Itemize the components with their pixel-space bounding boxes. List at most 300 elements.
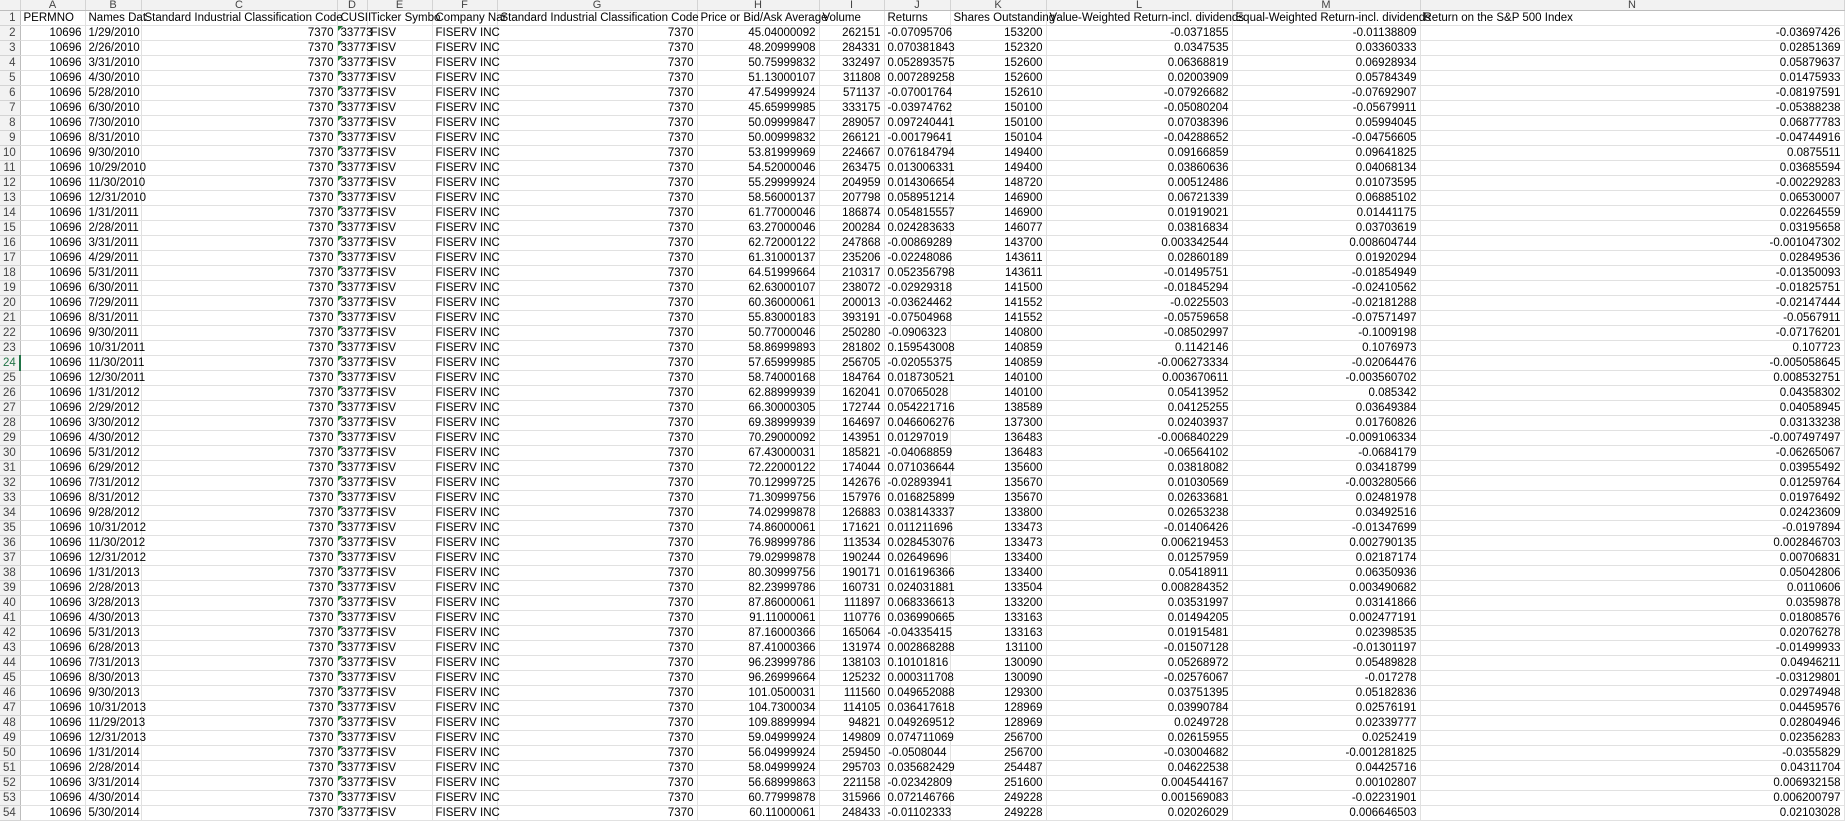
row-header[interactable]: 22 [0,326,20,341]
cell[interactable]: 256700 [950,731,1046,746]
row-header[interactable]: 19 [0,281,20,296]
cell[interactable]: 33773 [337,311,367,326]
cell[interactable]: 133400 [950,551,1046,566]
cell[interactable]: 1/31/2013 [85,566,141,581]
cell[interactable]: 1/31/2012 [85,386,141,401]
cell[interactable]: -0.01499933 [1420,641,1844,656]
cell[interactable]: FISV [367,566,432,581]
cell[interactable]: 133163 [950,626,1046,641]
cell[interactable]: 7370 [141,716,337,731]
cell[interactable]: 7370 [141,101,337,116]
cell[interactable]: 133400 [950,566,1046,581]
cell[interactable]: 0.02103028 [1420,806,1844,821]
cell[interactable]: 136483 [950,431,1046,446]
cell[interactable]: 185821 [819,446,884,461]
cell[interactable]: -0.08197591 [1420,86,1844,101]
cell[interactable]: FISV [367,26,432,41]
cell[interactable]: 7370 [141,761,337,776]
cell[interactable]: 33773 [337,521,367,536]
cell[interactable]: 0.02187174 [1232,551,1420,566]
cell[interactable]: 235206 [819,251,884,266]
cell[interactable]: -0.03974762 [884,101,950,116]
cell[interactable]: 0.03818082 [1046,461,1232,476]
cell[interactable]: 0.03133238 [1420,416,1844,431]
cell[interactable]: -0.0197894 [1420,521,1844,536]
cell[interactable]: 0.04125255 [1046,401,1232,416]
cell[interactable]: 136483 [950,446,1046,461]
cell[interactable]: 33773 [337,341,367,356]
cell[interactable]: 0.04311704 [1420,761,1844,776]
cell[interactable]: 248433 [819,806,884,821]
cell[interactable]: 143951 [819,431,884,446]
cell[interactable]: -0.003560702 [1232,371,1420,386]
cell[interactable]: 74.86000061 [697,521,819,536]
cell[interactable]: 70.29000092 [697,431,819,446]
cell[interactable]: 9/28/2012 [85,506,141,521]
cell[interactable]: -0.07176201 [1420,326,1844,341]
cell[interactable]: 64.51999664 [697,266,819,281]
cell[interactable]: 8/31/2010 [85,131,141,146]
row-header[interactable]: 17 [0,251,20,266]
cell[interactable]: 0.02398535 [1232,626,1420,641]
row-header[interactable]: 30 [0,446,20,461]
cell[interactable]: 4/30/2014 [85,791,141,806]
cell[interactable]: 7370 [141,611,337,626]
cell[interactable]: -0.02929318 [884,281,950,296]
cell[interactable]: 33773 [337,491,367,506]
cell[interactable]: 0.008604744 [1232,236,1420,251]
cell[interactable]: 0.016825899 [884,491,950,506]
cell[interactable]: 59.04999924 [697,731,819,746]
cell[interactable]: 150100 [950,101,1046,116]
cell[interactable]: 7370 [141,686,337,701]
row-header[interactable]: 38 [0,566,20,581]
row-header[interactable]: 45 [0,671,20,686]
cell[interactable]: 33773 [337,536,367,551]
cell[interactable]: -0.08502997 [1046,326,1232,341]
cell[interactable]: 10696 [20,776,85,791]
cell[interactable]: 2/26/2010 [85,41,141,56]
cell[interactable]: 10696 [20,116,85,131]
cell[interactable]: -0.00179641 [884,131,950,146]
column-header[interactable]: N [1420,0,1844,11]
cell[interactable]: FISV [367,476,432,491]
cell[interactable]: 33773 [337,806,367,821]
cell[interactable]: 7370 [497,251,697,266]
cell[interactable]: -0.03624462 [884,296,950,311]
cell[interactable]: 7370 [141,371,337,386]
cell[interactable]: 0.008284352 [1046,581,1232,596]
cell[interactable]: -0.0684179 [1232,446,1420,461]
cell[interactable]: 10696 [20,86,85,101]
cell[interactable]: FISV [367,641,432,656]
cell[interactable]: 0.052356798 [884,266,950,281]
cell[interactable]: 0.0875511 [1420,146,1844,161]
cell[interactable]: 7370 [141,776,337,791]
column-header[interactable]: C [141,0,337,11]
cell[interactable]: 33773 [337,656,367,671]
column-header[interactable]: M [1232,0,1420,11]
cell[interactable]: 33773 [337,701,367,716]
cell[interactable]: 53.81999969 [697,146,819,161]
cell[interactable]: 11/30/2010 [85,176,141,191]
cell[interactable]: 0.05418911 [1046,566,1232,581]
cell[interactable]: FISV [367,386,432,401]
cell[interactable]: FISV [367,431,432,446]
cell[interactable]: -0.02181288 [1232,296,1420,311]
cell[interactable]: 7370 [497,386,697,401]
cell[interactable]: FISERV INC [432,371,497,386]
cell[interactable]: 7370 [497,686,697,701]
cell[interactable]: 33773 [337,746,367,761]
cell[interactable]: 7370 [141,596,337,611]
cell[interactable]: 0.008532751 [1420,371,1844,386]
cell[interactable]: 0.02356283 [1420,731,1844,746]
cell[interactable]: 0.0249728 [1046,716,1232,731]
cell[interactable]: 1/29/2010 [85,26,141,41]
cell[interactable]: FISV [367,161,432,176]
cell[interactable]: 0.07065028 [884,386,950,401]
cell[interactable]: 10696 [20,641,85,656]
cell[interactable]: 7370 [141,656,337,671]
cell[interactable]: 152320 [950,41,1046,56]
cell[interactable]: 1/31/2011 [85,206,141,221]
cell[interactable]: 0.028453076 [884,536,950,551]
cell[interactable]: 0.02481978 [1232,491,1420,506]
cell[interactable]: 33773 [337,761,367,776]
cell[interactable]: -0.1009198 [1232,326,1420,341]
cell[interactable]: 3/31/2010 [85,56,141,71]
cell[interactable]: FISERV INC [432,581,497,596]
cell[interactable]: 11/30/2011 [85,356,141,371]
cell[interactable]: FISERV INC [432,101,497,116]
cell[interactable]: 0.076184794 [884,146,950,161]
row-header[interactable]: 1 [0,11,20,26]
cell[interactable]: 8/31/2011 [85,311,141,326]
cell[interactable]: FISV [367,671,432,686]
cell[interactable]: 250280 [819,326,884,341]
cell[interactable]: 0.001569083 [1046,791,1232,806]
row-header[interactable]: 31 [0,461,20,476]
cell[interactable]: 125232 [819,671,884,686]
cell[interactable]: 7370 [141,266,337,281]
cell[interactable]: 0.0252419 [1232,731,1420,746]
column-header[interactable]: E [367,0,432,11]
row-header[interactable]: 11 [0,161,20,176]
cell[interactable]: 0.02264559 [1420,206,1844,221]
cell[interactable]: 126883 [819,506,884,521]
cell[interactable]: FISERV INC [432,626,497,641]
column-header[interactable]: D [337,0,367,11]
cell[interactable]: 7370 [497,206,697,221]
cell[interactable]: 33773 [337,131,367,146]
cell[interactable]: FISV [367,761,432,776]
cell[interactable]: 7370 [141,746,337,761]
cell[interactable]: 289057 [819,116,884,131]
cell[interactable]: 33773 [337,731,367,746]
cell[interactable]: 56.68999863 [697,776,819,791]
cell[interactable]: 47.54999924 [697,86,819,101]
cell[interactable]: 10/31/2012 [85,521,141,536]
cell[interactable]: 33773 [337,641,367,656]
cell[interactable]: 7370 [497,371,697,386]
cell[interactable]: 10696 [20,296,85,311]
cell[interactable]: 111560 [819,686,884,701]
cell[interactable]: 10696 [20,761,85,776]
cell[interactable]: 7370 [497,161,697,176]
cell[interactable]: 33773 [337,251,367,266]
cell[interactable]: FISERV INC [432,86,497,101]
cell[interactable]: FISERV INC [432,701,497,716]
cell[interactable]: 87.16000366 [697,626,819,641]
cell[interactable]: 33773 [337,626,367,641]
cell[interactable]: 0.10101816 [884,656,950,671]
cell[interactable]: 10696 [20,161,85,176]
cell[interactable]: 33773 [337,356,367,371]
cell[interactable]: 7370 [141,281,337,296]
cell[interactable]: FISV [367,446,432,461]
cell[interactable]: 7/31/2012 [85,476,141,491]
cell[interactable]: 33773 [337,176,367,191]
cell[interactable]: FISV [367,806,432,821]
column-header[interactable]: A [20,0,85,11]
cell[interactable]: 7370 [141,326,337,341]
cell[interactable]: 133504 [950,581,1046,596]
cell[interactable]: 7370 [497,791,697,806]
cell[interactable]: 61.31000137 [697,251,819,266]
cell[interactable]: -0.02064476 [1232,356,1420,371]
cell[interactable]: 33773 [337,401,367,416]
cell[interactable]: 0.01919021 [1046,206,1232,221]
cell[interactable]: 2/28/2014 [85,761,141,776]
row-header[interactable]: 13 [0,191,20,206]
cell[interactable]: 0.006200797 [1420,791,1844,806]
cell[interactable]: 200284 [819,221,884,236]
column-header[interactable]: I [819,0,884,11]
cell[interactable]: 0.03816834 [1046,221,1232,236]
cell[interactable]: -0.02147444 [1420,296,1844,311]
cell[interactable]: 0.02849536 [1420,251,1844,266]
cell[interactable]: 7370 [141,386,337,401]
cell[interactable]: 0.052893575 [884,56,950,71]
cell[interactable]: 10696 [20,281,85,296]
cell[interactable]: 256700 [950,746,1046,761]
cell[interactable]: -0.03697426 [1420,26,1844,41]
cell[interactable]: 0.01976492 [1420,491,1844,506]
cell[interactable]: 10696 [20,506,85,521]
cell[interactable]: 7370 [141,56,337,71]
cell[interactable]: 7370 [497,626,697,641]
cell[interactable]: -0.07692907 [1232,86,1420,101]
cell[interactable]: 7370 [141,416,337,431]
cell[interactable]: 0.159543008 [884,341,950,356]
cell[interactable]: 7370 [497,281,697,296]
row-header[interactable]: 18 [0,266,20,281]
cell[interactable]: 101.0500031 [697,686,819,701]
cell[interactable]: 33773 [337,236,367,251]
row-header[interactable]: 52 [0,776,20,791]
cell[interactable]: 249228 [950,791,1046,806]
cell[interactable]: 62.88999939 [697,386,819,401]
header-cell[interactable]: PERMNO [20,11,85,26]
cell[interactable]: FISERV INC [432,746,497,761]
cell[interactable]: 10696 [20,671,85,686]
cell[interactable]: 140100 [950,386,1046,401]
cell[interactable]: 0.000311708 [884,671,950,686]
cell[interactable]: 0.085342 [1232,386,1420,401]
cell[interactable]: 72.22000122 [697,461,819,476]
header-cell[interactable]: Standard Industrial Classification Code [497,11,697,26]
cell[interactable]: 251600 [950,776,1046,791]
cell[interactable]: 2/29/2012 [85,401,141,416]
cell[interactable]: 7370 [141,26,337,41]
cell[interactable]: FISERV INC [432,281,497,296]
cell[interactable]: 96.23999786 [697,656,819,671]
cell[interactable]: 7370 [141,296,337,311]
cell[interactable]: 10696 [20,686,85,701]
cell[interactable]: 10/29/2010 [85,161,141,176]
cell[interactable]: -0.03129801 [1420,671,1844,686]
cell[interactable]: 10696 [20,191,85,206]
cell[interactable]: 4/30/2013 [85,611,141,626]
cell[interactable]: 12/31/2013 [85,731,141,746]
cell[interactable]: 149809 [819,731,884,746]
cell[interactable]: 7370 [141,671,337,686]
cell[interactable]: 221158 [819,776,884,791]
row-header[interactable]: 16 [0,236,20,251]
cell[interactable]: FISERV INC [432,566,497,581]
cell[interactable]: FISERV INC [432,116,497,131]
cell[interactable]: 7370 [141,791,337,806]
cell[interactable]: -0.0567911 [1420,311,1844,326]
cell[interactable]: FISV [367,56,432,71]
cell[interactable]: 7370 [497,116,697,131]
header-cell[interactable]: Standard Industrial Classification Code [141,11,337,26]
cell[interactable]: 10696 [20,431,85,446]
cell[interactable]: 10696 [20,716,85,731]
cell[interactable]: -0.01350093 [1420,266,1844,281]
cell[interactable]: 7370 [497,581,697,596]
cell[interactable]: FISERV INC [432,761,497,776]
row-header[interactable]: 44 [0,656,20,671]
cell[interactable]: 0.03751395 [1046,686,1232,701]
cell[interactable]: 33773 [337,416,367,431]
cell[interactable]: FISERV INC [432,506,497,521]
cell[interactable]: -0.04744916 [1420,131,1844,146]
cell[interactable]: 256705 [819,356,884,371]
cell[interactable]: 10696 [20,626,85,641]
cell[interactable]: 0.1142146 [1046,341,1232,356]
cell[interactable]: 7370 [141,581,337,596]
cell[interactable]: FISERV INC [432,416,497,431]
cell[interactable]: FISERV INC [432,521,497,536]
cell[interactable]: 165064 [819,626,884,641]
cell[interactable]: 0.071036644 [884,461,950,476]
header-cell[interactable]: Equal-Weighted Return-incl. dividends [1232,11,1420,26]
cell[interactable]: 50.77000046 [697,326,819,341]
cell[interactable]: 10696 [20,401,85,416]
cell[interactable]: FISV [367,371,432,386]
cell[interactable]: -0.01301197 [1232,641,1420,656]
cell[interactable]: 7370 [497,611,697,626]
cell[interactable]: 0.04068134 [1232,161,1420,176]
cell[interactable]: 143611 [950,266,1046,281]
cell[interactable]: 76.98999786 [697,536,819,551]
cell[interactable]: FISV [367,656,432,671]
row-header[interactable]: 6 [0,86,20,101]
cell[interactable]: 0.06885102 [1232,191,1420,206]
cell[interactable]: 0.01257959 [1046,551,1232,566]
cell[interactable]: 0.09641825 [1232,146,1420,161]
cell[interactable]: 146900 [950,191,1046,206]
cell[interactable]: 0.054815557 [884,206,950,221]
cell[interactable]: 332497 [819,56,884,71]
row-header[interactable]: 24 [0,356,20,371]
cell[interactable]: 0.107723 [1420,341,1844,356]
cell[interactable]: 104.7300034 [697,701,819,716]
row-header[interactable]: 50 [0,746,20,761]
cell[interactable]: FISERV INC [432,251,497,266]
cell[interactable]: 10696 [20,356,85,371]
cell[interactable]: 0.018730521 [884,371,950,386]
cell[interactable]: 0.016196366 [884,566,950,581]
cell[interactable]: 33773 [337,26,367,41]
cell[interactable]: 10696 [20,611,85,626]
row-header[interactable]: 43 [0,641,20,656]
cell[interactable]: 7370 [141,731,337,746]
cell[interactable]: 7370 [497,41,697,56]
cell[interactable]: 0.003490682 [1232,581,1420,596]
cell[interactable]: -0.02342809 [884,776,950,791]
cell[interactable]: 7370 [141,146,337,161]
cell[interactable]: -0.006840229 [1046,431,1232,446]
cell[interactable]: 7370 [497,176,697,191]
cell[interactable]: 7370 [497,311,697,326]
cell[interactable]: 33773 [337,266,367,281]
cell[interactable]: 67.43000031 [697,446,819,461]
cell[interactable]: 5/31/2012 [85,446,141,461]
cell[interactable]: -0.0371855 [1046,26,1232,41]
row-header[interactable]: 48 [0,716,20,731]
cell[interactable]: 0.070381843 [884,41,950,56]
cell[interactable]: 48.20999908 [697,41,819,56]
cell[interactable]: FISV [367,746,432,761]
cell[interactable]: -0.01406426 [1046,521,1232,536]
cell[interactable]: 5/31/2013 [85,626,141,641]
cell[interactable]: 7370 [497,461,697,476]
cell[interactable]: 7370 [141,71,337,86]
cell[interactable]: 7370 [497,716,697,731]
cell[interactable]: 141500 [950,281,1046,296]
cell[interactable]: 7370 [497,566,697,581]
cell[interactable]: 10696 [20,656,85,671]
cell[interactable]: 10/31/2011 [85,341,141,356]
cell[interactable]: 10696 [20,521,85,536]
cell[interactable]: 7370 [497,401,697,416]
cell[interactable]: 33773 [337,116,367,131]
cell[interactable]: 87.86000061 [697,596,819,611]
cell[interactable]: 33773 [337,446,367,461]
cell[interactable]: FISV [367,776,432,791]
cell[interactable]: 7370 [141,446,337,461]
cell[interactable]: 79.02999878 [697,551,819,566]
cell[interactable]: 70.12999725 [697,476,819,491]
cell[interactable]: 62.63000107 [697,281,819,296]
cell[interactable]: FISV [367,326,432,341]
cell[interactable]: 138103 [819,656,884,671]
cell[interactable]: -0.0906323 [884,326,950,341]
cell[interactable]: FISERV INC [432,266,497,281]
